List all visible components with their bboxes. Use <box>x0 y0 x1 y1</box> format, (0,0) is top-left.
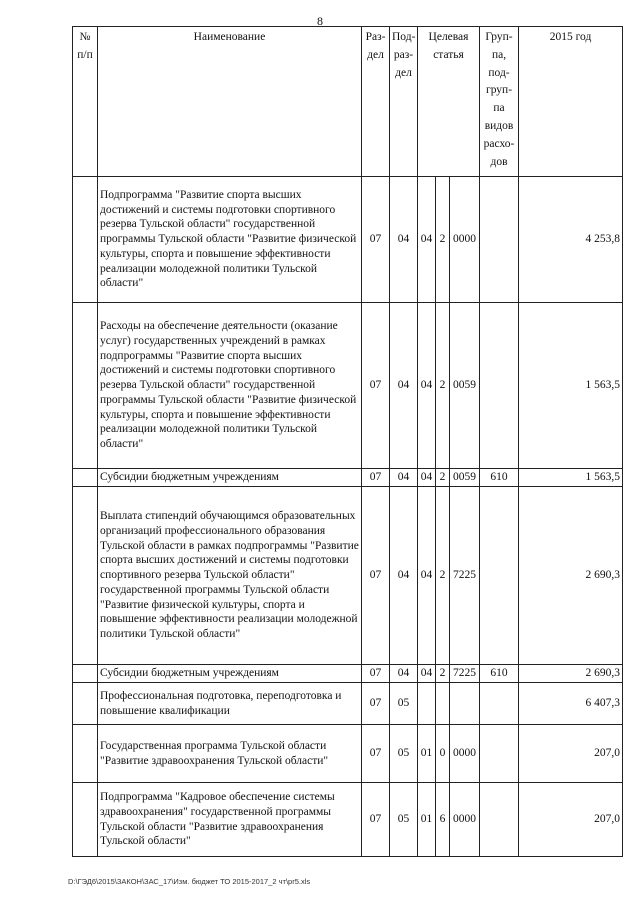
page-number: 8 <box>317 14 323 28</box>
cell-cs3: 0000 <box>450 783 480 857</box>
table-row <box>73 469 623 487</box>
table-row <box>73 665 623 683</box>
cell-cs3: 0000 <box>450 177 480 303</box>
cell-cs1: 01 <box>418 725 436 783</box>
cell-sum: 207,0 <box>519 783 623 857</box>
cell-rz: 07 <box>362 177 390 303</box>
file-path-footer: D:\ГЭД6\2015\ЗАКОН\ЗАС_17\Изм. бюджет ТО 2015-2017_2 чт\pr5.xls <box>68 877 311 886</box>
cell-rz: 07 <box>362 487 390 665</box>
header-target-article: Целевая статья <box>418 27 480 177</box>
cell-pr: 04 <box>390 177 418 303</box>
cell-cs3 <box>450 683 480 725</box>
cell-num <box>73 177 98 303</box>
cell-cs1 <box>418 683 436 725</box>
header-expense-group: Груп-па, под-груп-па видов расхо-дов <box>480 27 519 177</box>
cell-num <box>73 469 98 487</box>
cell-name: Расходы на обеспечение деятельности (оказание услуг) государственных учреждений в рамках подпрограммы "Развитие спорта высших достижений и системы подготовки спортивного резерва Тульской области" государственной программы Тульской области "Развитие физической культуры, спорта и повышение эффективности реализации молодежной политики Тульской области" <box>98 303 362 469</box>
cell-sum: 2 690,3 <box>519 665 623 683</box>
cell-num <box>73 725 98 783</box>
table-row <box>73 487 623 665</box>
cell-sum: 207,0 <box>519 725 623 783</box>
cell-name: Субсидии бюджетным учреждениям <box>98 665 362 683</box>
header-year: 2015 год <box>519 27 623 177</box>
cell-vr: 610 <box>480 469 519 487</box>
cell-num <box>73 487 98 665</box>
table-row <box>73 683 623 725</box>
cell-name: Государственная программа Тульской области "Развитие здравоохранения Тульской области" <box>98 725 362 783</box>
header-row <box>73 27 623 177</box>
cell-cs2: 2 <box>436 487 450 665</box>
cell-sum: 4 253,8 <box>519 177 623 303</box>
cell-name: Подпрограмма "Кадровое обеспечение системы здравоохранения" государственной программы Тульской области "Развитие здравоохранения Тульской области" <box>98 783 362 857</box>
cell-vr <box>480 725 519 783</box>
cell-pr: 05 <box>390 725 418 783</box>
cell-cs2: 2 <box>436 665 450 683</box>
cell-sum: 1 563,5 <box>519 303 623 469</box>
header-name: Наименование <box>98 27 362 177</box>
cell-pr: 04 <box>390 469 418 487</box>
cell-pr: 05 <box>390 683 418 725</box>
table-row <box>73 783 623 857</box>
cell-vr: 610 <box>480 665 519 683</box>
cell-cs2: 2 <box>436 177 450 303</box>
cell-cs3: 7225 <box>450 487 480 665</box>
cell-sum: 6 407,3 <box>519 683 623 725</box>
table-row <box>73 177 623 303</box>
cell-cs2: 0 <box>436 725 450 783</box>
cell-pr: 05 <box>390 783 418 857</box>
cell-vr <box>480 487 519 665</box>
cell-cs1: 04 <box>418 303 436 469</box>
cell-cs2: 2 <box>436 303 450 469</box>
cell-rz: 07 <box>362 783 390 857</box>
cell-vr <box>480 177 519 303</box>
budget-table-body <box>73 177 623 857</box>
cell-rz: 07 <box>362 469 390 487</box>
budget-table <box>72 26 623 857</box>
cell-rz: 07 <box>362 665 390 683</box>
table-row <box>73 303 623 469</box>
header-razdel: Раз-дел <box>362 27 390 177</box>
cell-rz: 07 <box>362 683 390 725</box>
cell-vr <box>480 683 519 725</box>
cell-cs1: 01 <box>418 783 436 857</box>
cell-name: Подпрограмма "Развитие спорта высших достижений и системы подготовки спортивного резерва Тульской области" государственной программы Тульской области "Развитие физической культуры, спорта и повышение эффективности реализации молодежной политики Тульской области" <box>98 177 362 303</box>
cell-rz: 07 <box>362 725 390 783</box>
header-podrazdel: Под-раз-дел <box>390 27 418 177</box>
cell-cs1: 04 <box>418 469 436 487</box>
cell-cs2: 6 <box>436 783 450 857</box>
cell-name: Выплата стипендий обучающимся образовательных организаций профессионального образования Тульской области в рамках подпрограммы "Развитие спорта высших достижений и системы подготовки спортивного резерва Тульской области" государственной программы Тульской области "Развитие физической культуры, спорта и повышение эффективности реализации молодежной политики Тульской области" <box>98 487 362 665</box>
cell-cs1: 04 <box>418 665 436 683</box>
cell-num <box>73 303 98 469</box>
cell-cs3: 7225 <box>450 665 480 683</box>
cell-name: Профессиональная подготовка, переподготовка и повышение квалификации <box>98 683 362 725</box>
cell-pr: 04 <box>390 665 418 683</box>
cell-cs2 <box>436 683 450 725</box>
cell-cs3: 0059 <box>450 303 480 469</box>
cell-vr <box>480 303 519 469</box>
cell-pr: 04 <box>390 487 418 665</box>
cell-num <box>73 665 98 683</box>
cell-sum: 1 563,5 <box>519 469 623 487</box>
cell-sum: 2 690,3 <box>519 487 623 665</box>
cell-cs1: 04 <box>418 487 436 665</box>
cell-vr <box>480 783 519 857</box>
cell-cs1: 04 <box>418 177 436 303</box>
header-num: № п/п <box>73 27 98 177</box>
cell-rz: 07 <box>362 303 390 469</box>
cell-pr: 04 <box>390 303 418 469</box>
cell-cs2: 2 <box>436 469 450 487</box>
cell-num <box>73 683 98 725</box>
table-row <box>73 725 623 783</box>
cell-name: Субсидии бюджетным учреждениям <box>98 469 362 487</box>
cell-num <box>73 783 98 857</box>
cell-cs3: 0059 <box>450 469 480 487</box>
cell-cs3: 0000 <box>450 725 480 783</box>
